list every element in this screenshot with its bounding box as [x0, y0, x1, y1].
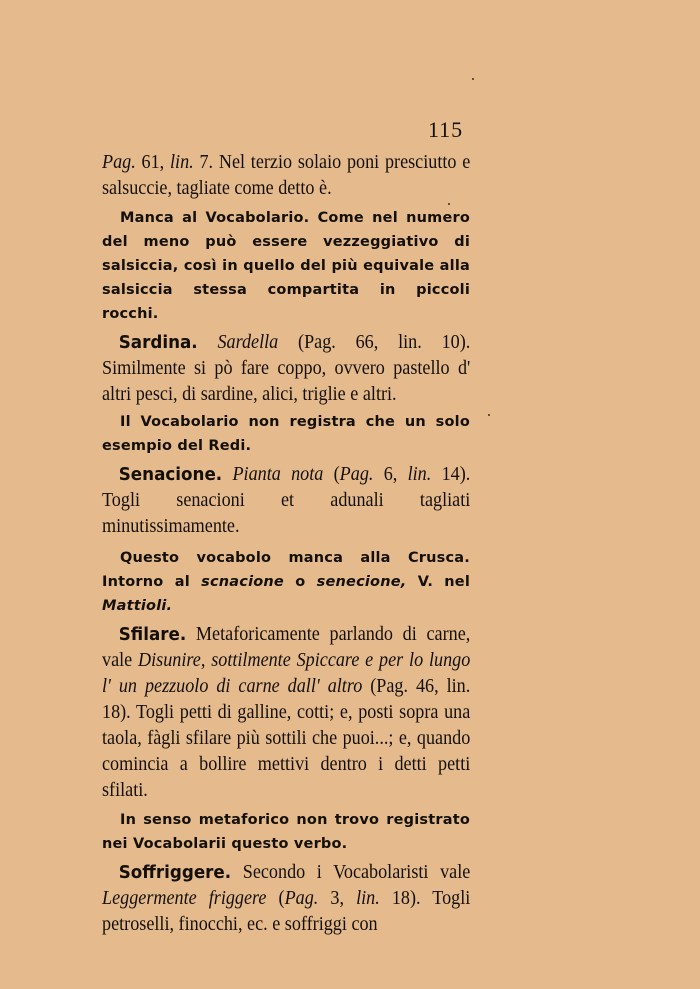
- paper-speck: [448, 203, 450, 205]
- headword: Soffriggere.: [118, 862, 232, 883]
- entry-body: Togli petroselli, finocchi, ec. e soffriggi con: [102, 888, 471, 935]
- paper-speck: [488, 414, 490, 416]
- note-salsuccie: Manca al Vocabolario. Come nel numero del meno può essere vezzeggiativo di salsiccia, così in quello del più equivale alla salsiccia stessa compartita in piccoli rocchi.: [102, 210, 470, 322]
- entry-senacione: Senacione. Pianta nota (Pag. 6, lin. 14). Togli senacioni et adunali tagliati minutissimamente.: [102, 464, 471, 537]
- headword: Sardina.: [118, 332, 198, 353]
- entry-body: Nel terzio solaio poni presciutto e salsuccie, tagliate come detto è.: [102, 152, 471, 199]
- citation-pag: Pag.: [102, 152, 136, 173]
- entry-soffriggere: Soffriggere. Secondo i Vocabolaristi vale Leggermente friggere (Pag. 3, lin. 18). Togli petroselli, finocchi, ec. e soffriggi con: [102, 862, 471, 935]
- gloss: Pianta nota: [232, 464, 324, 485]
- entry-body: Togli senacioni et adunali tagliati minutissimamente.: [102, 490, 471, 537]
- entry-sfilare: Sfilare. Metaforicamente parlando di carne, vale Disunire, sottilmente Spiccare e per lo lungo l' un pezzuolo di carne dall' altro (Pag. 46, lin. 18). Togli petti di galline, cotti; e, posti sopra una taola, fàgli sfilare più sottili che puoi...; e, quando comincia a bollire mettivi dentro i detti petti sfilati.: [102, 624, 471, 801]
- gloss: Sardella: [217, 332, 279, 353]
- entry-body: Similmente si pò fare coppo, ovvero pastello d' altri pesci, di sardine, alici, triglie e altri.: [102, 358, 471, 405]
- entry-salsuccie: Pag. 61, lin. 7. Nel terzio solaio poni presciutto e salsuccie, tagliate come detto è.: [102, 152, 471, 199]
- entry-body: (Pag. 46, lin. 18). Togli petti di galline, cotti; e, posti sopra una taola, fàgli sfilare più sottili che puoi...; e, quando comincia a bollire mettivi dentro i detti petti sfilati.: [102, 676, 471, 801]
- gloss: Leggermente friggere: [102, 888, 267, 909]
- entry-sardina: Sardina. Sardella (Pag. 66, lin. 10). Similmente si pò fare coppo, ovvero pastello d' altri pesci, di sardine, alici, triglie e altri.: [102, 332, 471, 405]
- headword: Senacione.: [118, 464, 223, 485]
- note-sardina: Il Vocabolario non registra che un solo esempio del Redi.: [102, 414, 470, 454]
- page-number: 115: [428, 117, 464, 142]
- gloss: Disunire, sottilmente Spiccare e per lo lungo l' un pezzuolo di carne dall' altro: [102, 650, 471, 697]
- page-body: [102, 150, 470, 938]
- paper-speck: [472, 78, 474, 80]
- note-sfilare: In senso metaforico non trovo registrato nei Vocabolarii questo verbo.: [102, 812, 470, 852]
- note-senacione: Questo vocabolo manca alla Crusca. Intorno al scnacione o senecione, V. nel Mattioli.: [102, 550, 471, 614]
- headword: Sfilare.: [118, 624, 187, 645]
